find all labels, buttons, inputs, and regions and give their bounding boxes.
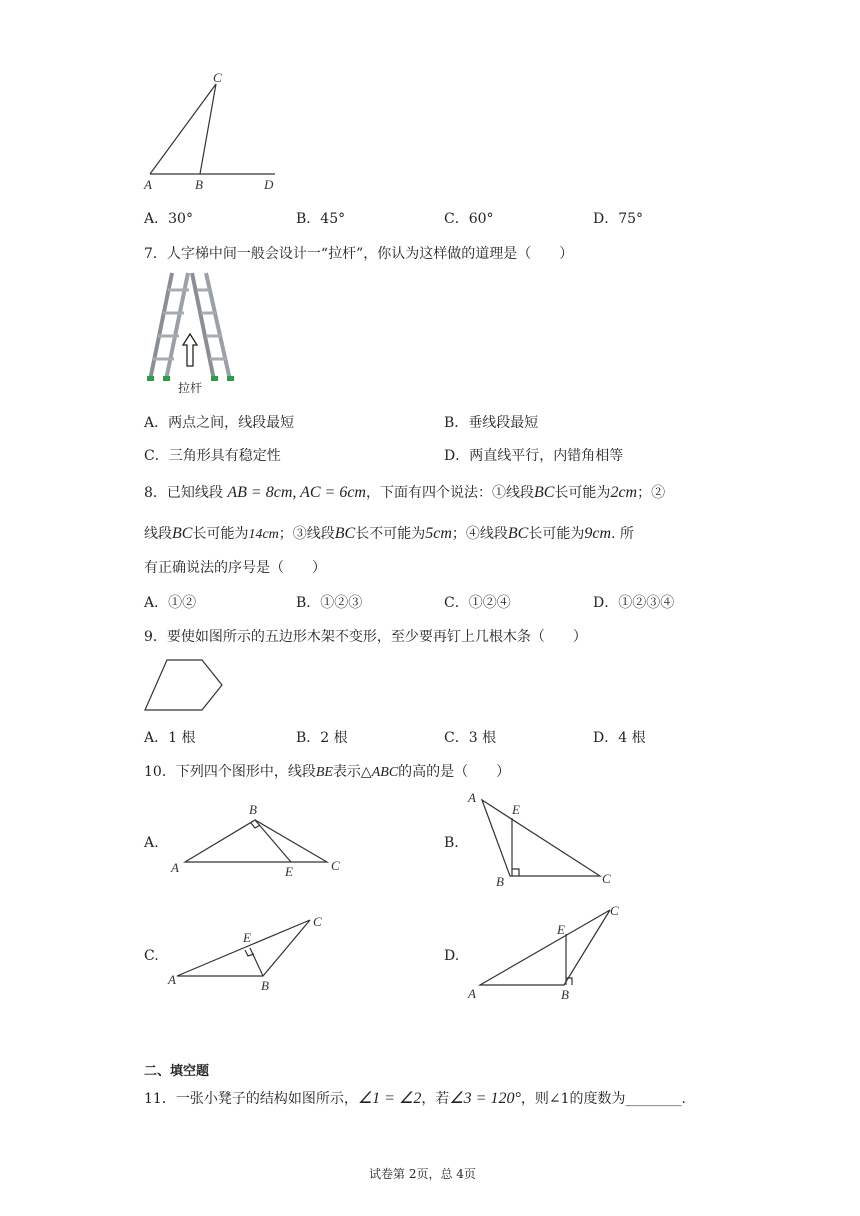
q9-option-d: D．4 根 <box>593 730 646 746</box>
q8-line-2: 线段BC长可能为14cm；③线段BC长不可能为5cm；④线段BC长可能为9cm. 所 <box>144 525 634 542</box>
pentagon-figure <box>140 655 230 715</box>
q10-figure-c <box>165 910 340 995</box>
section-title-fill-in: 二、填空题 <box>144 1064 210 1079</box>
q6-figure <box>140 70 290 195</box>
q6-label-b: B <box>195 177 203 192</box>
q6-option-d: D．75° <box>593 211 644 227</box>
q6-option-c: C．60° <box>444 211 494 227</box>
q9-stem: 9．要使如图所示的五边形木架不变形，至少要再钉上几根木条（ ） <box>144 629 587 645</box>
q10a-label-a: A <box>171 860 179 875</box>
q8-option-b: B．①②③ <box>296 595 363 611</box>
q6-label-a: A <box>144 177 152 192</box>
q10c-label-a: A <box>168 972 176 987</box>
q6-option-b: B．45° <box>296 211 346 227</box>
page-footer: 试卷第 2页，总 4页 <box>369 1167 476 1181</box>
q10-option-b-key: B. <box>444 835 459 851</box>
q9-option-c: C．3 根 <box>444 730 497 746</box>
q10a-label-b: B <box>249 802 257 817</box>
q7-option-b: B．垂线段最短 <box>444 415 539 431</box>
q10a-label-c: C <box>331 858 340 873</box>
q10b-label-e: E <box>512 802 520 817</box>
q10d-label-e: E <box>557 922 565 937</box>
q10a-label-e: E <box>285 864 293 879</box>
q10b-label-b: B <box>496 874 504 888</box>
ladder-image <box>140 268 240 396</box>
q10c-label-c: C <box>313 914 322 929</box>
q11-stem: 11．一张小凳子的结构如图所示，∠1 = ∠2，若∠3 = 120°，则∠1的度数为________. <box>144 1090 686 1107</box>
q10d-label-c: C <box>610 903 619 918</box>
q10c-label-e: E <box>243 930 251 945</box>
q10b-label-a: A <box>468 790 476 805</box>
q10-option-a-key: A. <box>144 835 159 851</box>
q9-option-b: B．2 根 <box>296 730 348 746</box>
q8-option-c: C．①②④ <box>444 595 511 611</box>
q7-stem: 7．人字梯中间一般会设计一“拉杆”，你认为这样做的道理是（ ） <box>144 246 574 262</box>
q6-option-a: A．30° <box>144 211 193 227</box>
q8-option-d: D．①②③④ <box>593 595 675 611</box>
q10-stem: 10．下列四个图形中，线段BE表示△ABC的高的是（ ） <box>144 764 511 780</box>
ladder-caption: 拉杆 <box>178 381 203 395</box>
q10-figure-a <box>165 800 355 882</box>
q10-figure-d <box>462 900 632 1005</box>
q7-option-c: C．三角形具有稳定性 <box>144 448 281 464</box>
q10d-label-b: B <box>561 987 569 1002</box>
q10d-label-a: A <box>468 986 476 1001</box>
q9-option-a: A．1 根 <box>144 730 196 746</box>
q8-line-1: 8．已知线段 AB = 8cm, AC = 6cm，下面有四个说法：①线段BC长可能为2cm；② <box>144 484 666 501</box>
q8-line-3: 有正确说法的序号是（ ） <box>144 560 326 576</box>
q10-option-c-key: C. <box>144 948 159 964</box>
q10-option-d-key: D. <box>444 948 460 964</box>
q10b-label-c: C <box>602 871 611 886</box>
q10-figure-b <box>462 788 622 888</box>
q6-label-d: D <box>264 177 274 192</box>
q6-label-c: C <box>213 70 222 85</box>
q7-option-d: D．两直线平行，内错角相等 <box>444 448 624 464</box>
q7-option-a: A．两点之间，线段最短 <box>144 415 295 431</box>
q8-option-a: A．①② <box>144 595 197 611</box>
q10c-label-b: B <box>261 978 269 993</box>
